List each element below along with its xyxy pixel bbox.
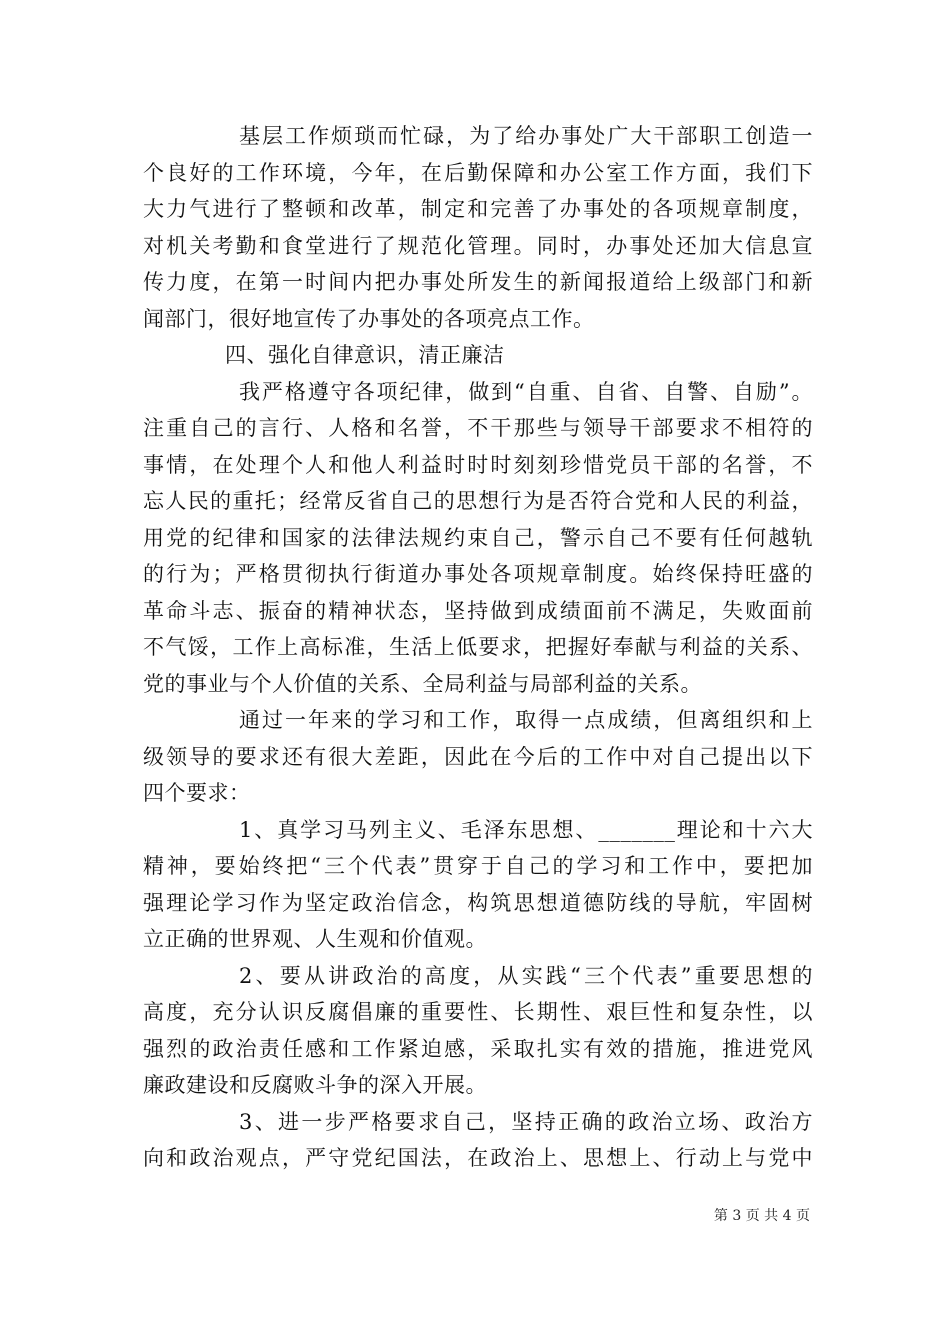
section-heading [143,337,813,374]
text-line: 不气馁，工作上高标准，生活上低要求，把握好奉献与利益的关系、 [143,635,813,659]
text-line: 级领导的要求还有很大差距，因此在今后的工作中对自己提出以下 [143,744,813,769]
paragraph-discipline [143,374,813,703]
paragraph-logistics [143,118,813,337]
text-line: 立正确的世界观、人生观和价值观。 [143,927,487,951]
text-line: 我严格遵守各项纪律，做到“自重、自省、自警、自励”。 [239,379,813,404]
paragraph-summary [143,702,813,812]
text-line: 党的事业与个人价值的关系、全局利益与局部利益的关系。 [143,671,702,696]
text-line: 基层工作烦琐而忙碌，为了给办事处广大干部职工创造一 [239,124,813,148]
text-line: 个良好的工作环境，今年，在后勤保障和办公室工作方面，我们下 [143,160,813,185]
text-line: 事情，在处理个人和他人利益时时时刻刻珍惜党员干部的名誉，不 [143,452,813,477]
text-line: 大力气进行了整顿和改革，制定和完善了办事处的各项规章制度， [143,197,813,221]
text-line: 革命斗志、振奋的精神状态，坚持做到成绩面前不满足，失败面前 [143,598,813,623]
text-line: 传力度，在第一时间内把办事处所发生的新闻报道给上级部门和新 [143,270,813,294]
text-line: 强理论学习作为坚定政治信念，构筑思想道德防线的导航，牢固树 [143,890,813,915]
text-line: 精神，要始终把“三个代表”贯穿于自己的学习和工作中，要把加 [143,854,813,878]
text-line: 用党的纪律和国家的法律法规约束自己，警示自己不要有任何越轨 [143,525,813,550]
text-line: 忘人民的重托；经常反省自己的思想行为是否符合党和人民的利益， [143,489,813,513]
text-line: 的行为；严格贯彻执行街道办事处各项规章制度。始终保持旺盛的 [143,562,813,586]
page-number: 第 3 页 共 4 页 [713,1208,810,1224]
text-line: 向和政治观点，严守党纪国法，在政治上、思想上、行动上与党中 [143,1146,813,1170]
heading-text: 四、强化自律意识，清正廉洁 [225,343,505,367]
text-line: 四个要求： [143,781,251,805]
text-line: 强烈的政治责任感和工作紧迫感，采取扎实有效的措施，推进党风 [143,1036,813,1061]
requirement-item-1 [143,812,813,958]
text-line: 廉政建设和反腐败斗争的深入开展。 [143,1073,487,1097]
text-line: 2、要从讲政治的高度，从实践“三个代表”重要思想的 [239,963,813,988]
requirement-item-2 [143,958,813,1104]
text-line: 高度，充分认识反腐倡廉的重要性、长期性、艰巨性和复杂性，以 [143,1000,813,1024]
text-line: 通过一年来的学习和工作，取得一点成绩，但离组织和上 [239,708,813,732]
text-line: 3、进一步严格要求自己，坚持正确的政治立场、政治方 [239,1109,813,1134]
requirement-item-3 [143,1104,813,1177]
text-line: 对机关考勤和食堂进行了规范化管理。同时，办事处还加大信息宣 [143,233,813,258]
document-body [143,118,813,1177]
text-line: 注重自己的言行、人格和名誉，不干那些与领导干部要求不相符的 [143,416,813,440]
text-line: 闻部门，很好地宣传了办事处的各项亮点工作。 [143,306,595,331]
text-line: 1、真学习马列主义、毛泽东思想、_______理论和十六大 [239,817,813,842]
